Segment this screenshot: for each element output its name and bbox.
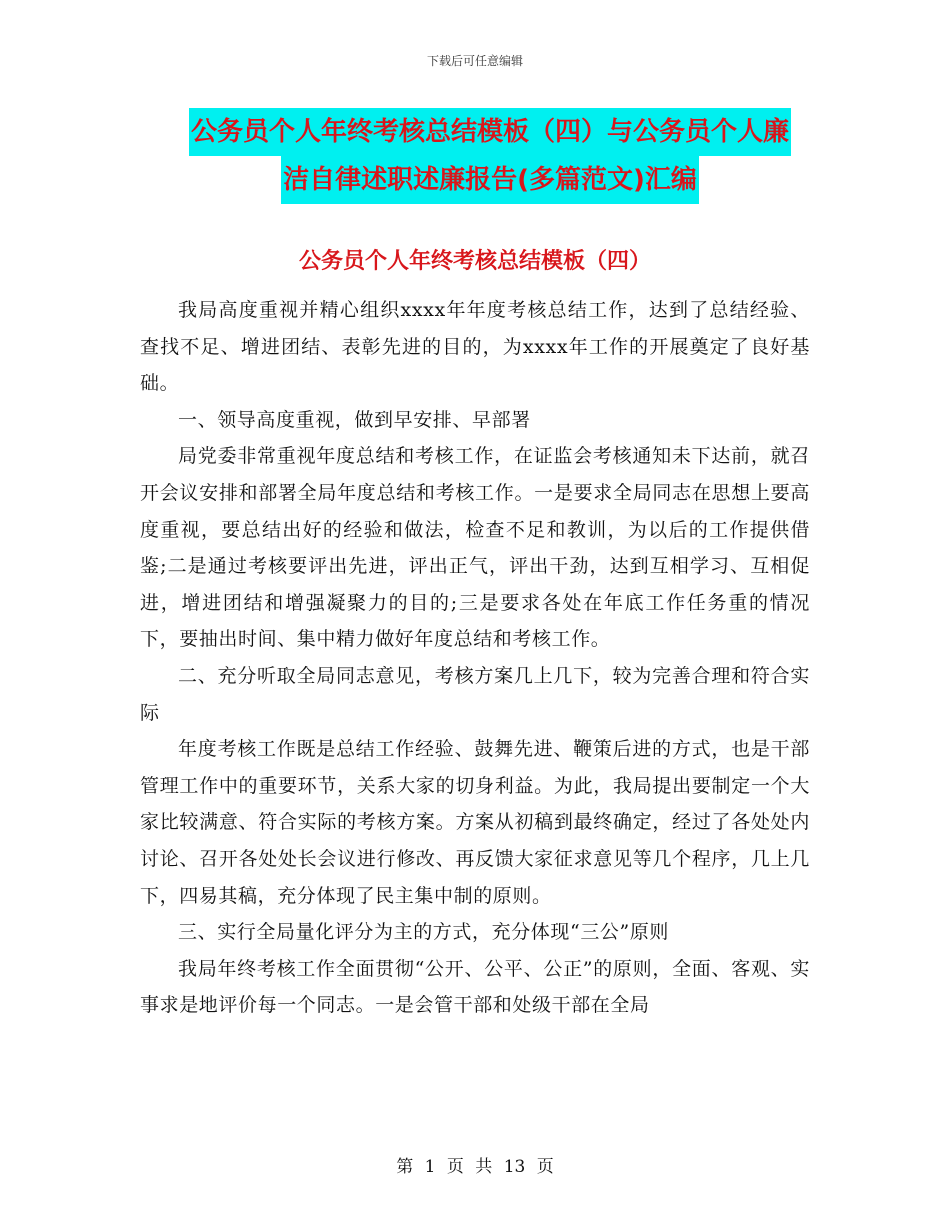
page-number-footer: 第 1 页 共 13 页 (396, 1157, 554, 1177)
document-title (140, 108, 840, 204)
section-heading: 公务员个人年终考核总结模板（四） (298, 249, 651, 274)
paragraph-2: 年度考核工作既是总结工作经验、鼓舞先进、鞭策后进的方式，也是干部管理工作中的重要环节，关系大家的切身利益。为此，我局提出要制定一个大家比较满意、符合实际的考核方案。方案从初稿到最终确定，经过了各处处内讨论、召开各处处长会议进行修改、再反馈大家征求意见等几个程序，几上几下，四易其稿，充分体现了民主集中制的原则。 (140, 738, 810, 907)
paragraph-1: 局党委非常重视年度总结和考核工作，在证监会考核通知未下达前，就召开会议安排和部署全局年度总结和考核工作。一是要求全局同志在思想上要高度重视，要总结出好的经验和做法，检查不足和教训，为以后的工作提供借鉴;二是通过考核要评出先进，评出正气，评出干劲，达到互相学习、互相促进，增进团结和增强凝聚力的目的;三是要求各处在年底工作任务重的情况下，要抽出时间、集中精力做好年度总结和考核工作。 (140, 445, 810, 651)
paragraph-intro: 我局高度重视并精心组织xxxx年年度考核总结工作，达到了总结经验、查找不足、增进团结、表彰先进的目的，为xxxx年工作的开展奠定了良好基础。 (140, 299, 810, 395)
subheading-1: 一、领导高度重视，做到早安排、早部署 (178, 408, 531, 431)
document-body (140, 292, 810, 1024)
document-title-line-2: 洁自律述职述廉报告(多篇范文)汇编 (281, 156, 699, 204)
paragraph-3: 我局年终考核工作全面贯彻“公开、公平、公正”的原则，全面、客观、实事求是地评价每一个同志。一是会管干部和处级干部在全局 (140, 957, 810, 1017)
subheading-3: 三、实行全局量化评分为主的方式，充分体现“三公”原则 (178, 921, 670, 944)
document-title-line-1: 公务员个人年终考核总结模板（四）与公务员个人廉 (189, 108, 791, 156)
subheading-2: 二、充分听取全局同志意见，考核方案几上几下，较为完善合理和符合实际 (140, 664, 810, 724)
page-header-note: 下载后可任意编辑 (426, 54, 523, 68)
